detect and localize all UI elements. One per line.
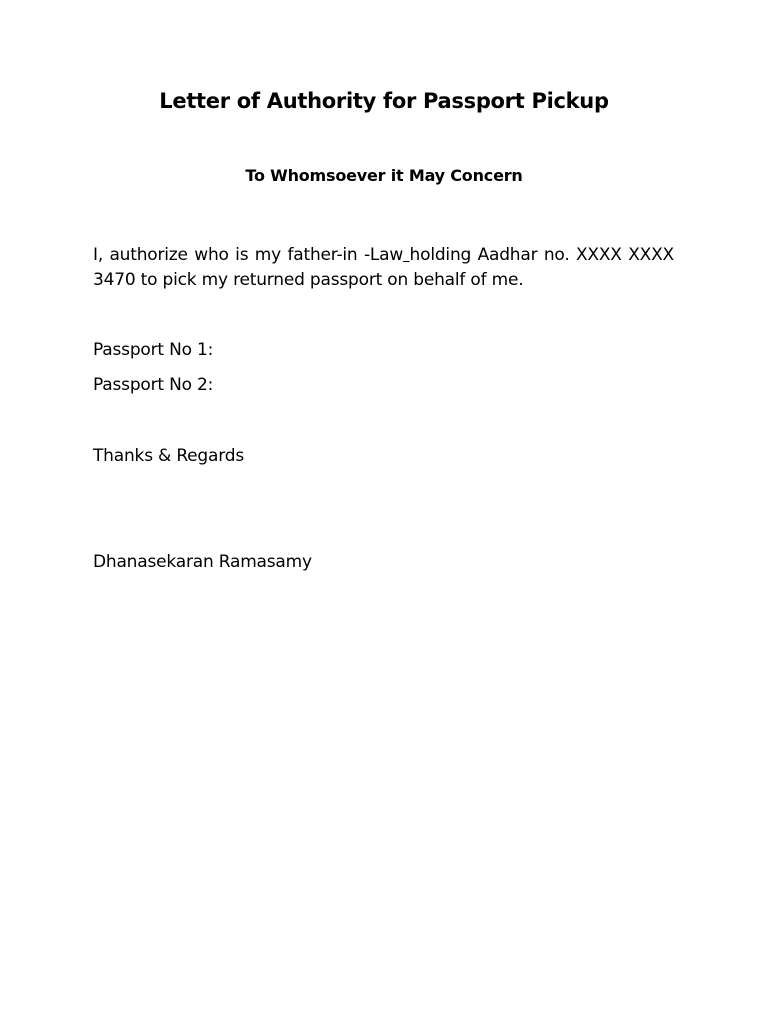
salutation: To Whomsoever it May Concern: [245, 166, 523, 185]
signature-name: Dhanasekaran Ramasamy: [93, 552, 312, 572]
passport-no-1-label: Passport No 1:: [93, 340, 214, 360]
paragraph-line-1: [93, 243, 674, 268]
authorization-paragraph: [93, 243, 674, 293]
paragraph-text-before: I, authorize who is my father-in -Law: [93, 245, 404, 265]
paragraph-text-after: holding Aadhar no. XXXX XXXX: [409, 245, 674, 265]
paragraph-line-2: 3470 to pick my returned passport on behalf of me.: [93, 270, 524, 290]
passport-no-2-label: Passport No 2:: [93, 375, 214, 395]
page-title: Letter of Authority for Passport Pickup: [159, 89, 609, 113]
closing-text: Thanks & Regards: [93, 446, 244, 466]
